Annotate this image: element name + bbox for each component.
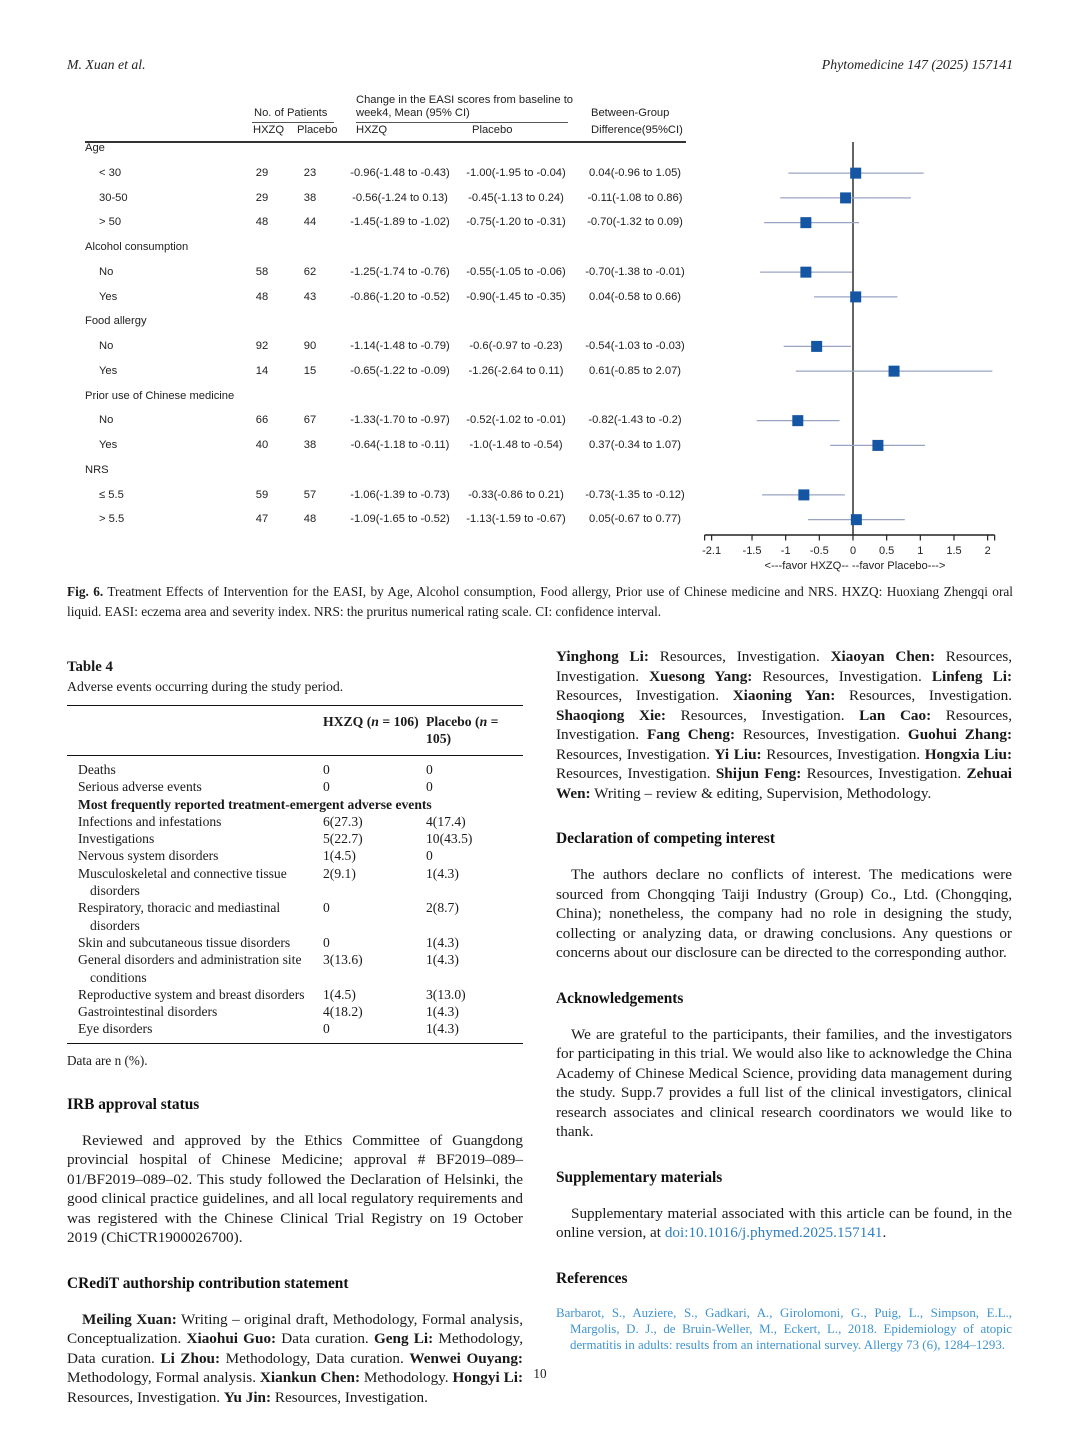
- fig-cell-hxzq_n: 40: [255, 439, 269, 451]
- table4-hxzq-value: 0: [323, 1021, 330, 1037]
- table4-placebo-value: 4(17.4): [426, 813, 466, 829]
- fig-cell-hxzq_change: -0.56(-1.24 to 0.13): [352, 191, 448, 204]
- tick-label: 1: [917, 545, 924, 557]
- table4-placebo-value: 0: [426, 779, 433, 795]
- page-number: 10: [533, 1366, 547, 1381]
- table4-placebo-value: 0: [426, 762, 433, 777]
- fig-cell-diff_text: -0.82(-1.43 to -0.2): [588, 414, 682, 427]
- fig-row-label: < 30: [99, 166, 122, 179]
- fig-cell-placebo_n: 38: [303, 191, 317, 204]
- axis-label: <---favor HXZQ-- --favor Placebo--->: [764, 560, 946, 572]
- table-row: [67, 1003, 523, 1020]
- reference-entry[interactable]: Barbarot, S., Auziere, S., Gadkari, A., Girolomoni, G., Puig, L., Simpson, E.L., Margolis, D. J., de Bruin-Weller, M., Eckert, L., 2018. Epidemiology of atopic dermatitis in adults: results from an international survey. Allergy 73 (6), 1284–1293.: [556, 1305, 1012, 1352]
- fig-cell-diff_text: -0.11(-1.08 to 0.86): [587, 191, 683, 204]
- fig-row-label: > 50: [99, 216, 122, 229]
- table4-hxzq-value: 6(27.3): [323, 813, 363, 829]
- fig-cell-hxzq_change: -0.86(-1.20 to -0.52): [350, 290, 450, 303]
- fig-cell-hxzq_change: -1.09(-1.65 to -0.52): [350, 513, 450, 526]
- table4-row-label: Nervous system disorders: [78, 848, 219, 864]
- table4-hxzq-value: 0: [323, 934, 330, 950]
- forest-marker: [889, 366, 900, 377]
- heading-irb: IRB approval status: [67, 1095, 200, 1113]
- forest-marker: [798, 489, 809, 500]
- table4-row-label: Eye disorders: [78, 1021, 153, 1037]
- header-journal: Phytomedicine 147 (2025) 157141: [821, 57, 1013, 72]
- tick-label: 0.5: [879, 545, 895, 557]
- fig-cell-placebo_n: 48: [303, 513, 317, 526]
- fig-row-label: No: [99, 340, 114, 352]
- fig-cell-placebo_change: -1.00(-1.95 to -0.04): [466, 166, 566, 179]
- fig-cell-hxzq_change: -0.65(-1.22 to -0.09): [350, 364, 450, 377]
- fig-row-label: No: [99, 414, 114, 427]
- table4-placebo-value: 10(43.5): [426, 831, 473, 847]
- table4-hxzq-value: 3(13.6): [323, 952, 363, 968]
- paragraph-supplementary: Supplementary material associated with this article can be found, in the online version, at doi:10.1016/j.phymed.2025.157141.: [556, 1204, 1012, 1241]
- fig-cell-placebo_change: -1.26(-2.64 to 0.11): [468, 364, 564, 377]
- table4-caption: Adverse events occurring during the study period.: [67, 679, 344, 694]
- table4-header-hxzq: HXZQ (n = 106): [323, 714, 419, 729]
- table4-section-label: Most frequently reported treatment-emergent adverse events: [78, 796, 432, 812]
- fig-cell-diff_text: 0.61(-0.85 to 2.07): [588, 364, 682, 377]
- fig-cell-hxzq_n: 48: [255, 216, 269, 229]
- fig-row-label: Yes: [99, 364, 118, 377]
- table4-hxzq-value: 1(4.5): [323, 848, 356, 864]
- left-column: [67, 645, 523, 1407]
- fig-cell-hxzq_n: 29: [255, 166, 269, 179]
- table4-row-label: Skin and subcutaneous tissue disorders: [78, 934, 291, 950]
- table4-hxzq-value: 5(22.7): [323, 831, 363, 847]
- fig-col-diff-line2: Difference(95%CI): [591, 124, 683, 136]
- tick-label: -2.1: [702, 545, 722, 557]
- table4-row-label: Musculoskeletal and connective tissue disorders: [78, 865, 287, 899]
- fig-cell-diff_text: -0.70(-1.32 to 0.09): [587, 216, 683, 229]
- header-authors: M. Xuan et al.: [67, 57, 146, 72]
- table4-row-label: Gastrointestinal disorders: [78, 1004, 218, 1020]
- heading-references: References: [556, 1269, 628, 1287]
- table-row: [67, 865, 523, 900]
- fig-cell-hxzq_n: 47: [255, 513, 269, 526]
- fig-row-label: Yes: [99, 290, 118, 303]
- table-row: [67, 951, 523, 986]
- figure-caption-text: Treatment Effects of Intervention for the EASI, by Age, Alcohol consumption, Food allergy, Prior use of Chinese medicine and NRS. HXZQ: Huoxiang Zhengqi oral liquid. EASI: eczema area and severity index. NRS: the pruritus numerical rating scale. CI: confidence interval.: [67, 584, 1013, 619]
- fig-cell-placebo_change: -0.55(-1.05 to -0.06): [466, 265, 566, 278]
- fig-cell-placebo_change: -0.33(-0.86 to 0.21): [468, 488, 564, 501]
- fig-cell-hxzq_n: 29: [255, 191, 269, 204]
- table4-placebo-value: 1(4.3): [426, 1004, 459, 1020]
- table-row: [67, 899, 523, 934]
- forest-marker: [840, 192, 851, 203]
- fig-cell-diff_text: 0.37(-0.34 to 1.07): [588, 439, 682, 451]
- forest-plot: [690, 136, 1020, 581]
- table4-placebo-value: 0: [426, 848, 433, 864]
- fig-subcol-hxzq-n: HXZQ: [253, 124, 285, 136]
- table4-row-label: Investigations: [78, 831, 155, 847]
- table4-placebo-value: 1(4.3): [426, 952, 459, 968]
- figure-caption-label: Fig. 6.: [67, 584, 104, 599]
- table4-row-label: Serious adverse events: [78, 779, 202, 795]
- table4-hxzq-value: 0: [323, 779, 330, 795]
- table4-hxzq-value: 2(9.1): [323, 865, 356, 881]
- figure-caption: [67, 582, 1013, 621]
- paragraph-declaration: The authors declare no conflicts of interest. The medications were sourced from Chongqing Taiji Industry (Group) Co., Ltd. (Chongqing, China); nonetheless, the company had no role in designing the study, collecting or analyzing data, or drawing conclusions. Any questions or concerns about our disclosure can be directed to the corresponding author.: [556, 866, 1012, 961]
- forest-marker: [792, 415, 803, 426]
- table-row: [67, 934, 523, 951]
- fig-cell-placebo_change: -1.0(-1.48 to -0.54): [469, 439, 563, 451]
- fig-cell-hxzq_n: 58: [255, 265, 269, 278]
- heading-supplementary: Supplementary materials: [556, 1168, 723, 1186]
- fig-col-change-line1: Change in the EASI scores from baseline to: [356, 94, 574, 106]
- table4-row-label: Respiratory, thoracic and mediastinal disorders: [78, 900, 281, 933]
- fig-cell-hxzq_n: 59: [255, 488, 269, 501]
- fig-cell-placebo_n: 38: [303, 439, 317, 451]
- fig-cell-hxzq_change: -1.25(-1.74 to -0.76): [350, 265, 450, 278]
- table-row: [67, 813, 523, 830]
- tick-label: -0.5: [809, 545, 829, 557]
- table4: [67, 705, 523, 1044]
- fig-cell-diff_text: -0.70(-1.38 to -0.01): [585, 265, 685, 278]
- fig-cell-placebo_n: 23: [303, 166, 317, 179]
- fig-cell-placebo_change: -0.45(-1.13 to 0.24): [468, 191, 564, 204]
- doi-link[interactable]: doi:10.1016/j.phymed.2025.157141: [664, 1224, 883, 1241]
- fig-cell-diff_text: 0.05(-0.67 to 0.77): [588, 513, 682, 526]
- table-row: [67, 796, 523, 813]
- fig-cell-placebo_change: -1.13(-1.59 to -0.67): [466, 513, 566, 526]
- table4-header-placebo: Placebo (n = 105): [426, 714, 499, 746]
- fig-cell-placebo_n: 43: [303, 290, 317, 303]
- tick-label: -1.5: [742, 545, 762, 557]
- fig-cell-placebo_n: 44: [303, 216, 317, 229]
- tick-label: 1.5: [946, 545, 962, 557]
- fig-subcol-placebo-change: Placebo: [472, 124, 513, 136]
- fig-group-label: Age: [85, 142, 105, 154]
- table4-placebo-value: 1(4.3): [426, 1021, 459, 1037]
- table4-row-label: Infections and infestations: [78, 813, 222, 829]
- fig-cell-placebo_n: 90: [303, 340, 317, 352]
- fig-cell-hxzq_n: 92: [255, 340, 269, 352]
- table4-row-label: General disorders and administration site conditions: [78, 952, 302, 985]
- fig-row-label: No: [99, 265, 114, 278]
- fig-cell-diff_text: 0.04(-0.58 to 0.66): [588, 290, 682, 303]
- fig-cell-hxzq_n: 14: [255, 364, 269, 377]
- fig-row-label: Yes: [99, 439, 118, 451]
- table4-hxzq-value: 4(18.2): [323, 1004, 363, 1020]
- heading-acknowledgements: Acknowledgements: [556, 989, 684, 1007]
- table4-hxzq-value: 0: [323, 900, 330, 916]
- fig-cell-placebo_change: -0.90(-1.45 to -0.35): [466, 290, 566, 303]
- table4-header-row: [67, 706, 523, 756]
- fig-col-patients: No. of Patients: [254, 107, 328, 119]
- fig-group-label: NRS: [85, 463, 109, 476]
- fig-header-rule: [85, 141, 686, 143]
- forest-marker: [872, 440, 883, 451]
- forest-marker: [850, 168, 861, 179]
- tick-label: 2: [984, 545, 991, 557]
- fig-underline-change: [356, 122, 568, 123]
- table-row: [67, 847, 523, 864]
- forest-marker: [850, 291, 861, 302]
- fig-cell-hxzq_change: -1.06(-1.39 to -0.73): [350, 488, 450, 501]
- fig-cell-hxzq_change: -0.64(-1.18 to -0.11): [350, 439, 450, 451]
- fig-col-change-line2: week4, Mean (95% CI): [356, 107, 470, 119]
- table4-header-empty: [67, 706, 323, 756]
- fig-cell-placebo_change: -0.6(-0.97 to -0.23): [469, 340, 563, 352]
- paragraph-credit: Meiling Xuan: Writing – original draft, Methodology, Formal analysis, Conceptualization. Xiaohui Guo: Data curation. Geng Li: Methodology, Data curation. Li Zhou: Methodology, Data curation. Wenwei Ouyang: Methodology, Formal analysis. Xiankun Chen: Methodology. Hongyi Li: Resources, Investigation. Yu Jin: Resources, Investigation.: [67, 1310, 524, 1406]
- fig-group-label: Prior use of Chinese medicine: [85, 389, 235, 402]
- table-row: [67, 986, 523, 1003]
- tick-label: -1: [780, 545, 791, 557]
- fig-cell-placebo_change: -0.75(-1.20 to -0.31): [466, 216, 566, 229]
- table4-footnote: Data are n (%).: [67, 1052, 148, 1068]
- heading-credit: CRediT authorship contribution statement: [67, 1274, 349, 1292]
- fig-row-label: > 5.5: [99, 513, 125, 526]
- fig-row-label: 30-50: [99, 191, 128, 204]
- forest-marker: [851, 514, 862, 525]
- tick-label: 0: [849, 545, 857, 557]
- fig-cell-diff_text: -0.73(-1.35 to -0.12): [585, 488, 685, 501]
- table4-hxzq-value: 1(4.5): [323, 986, 356, 1002]
- fig-cell-hxzq_change: -1.33(-1.70 to -0.97): [350, 414, 450, 427]
- fig-cell-placebo_n: 67: [303, 414, 317, 427]
- table-row: [67, 756, 523, 779]
- fig-cell-hxzq_n: 48: [255, 290, 269, 303]
- table4-row-label: Reproductive system and breast disorders: [78, 986, 305, 1002]
- fig-cell-placebo_n: 15: [303, 364, 317, 377]
- fig-group-label: Food allergy: [85, 315, 147, 328]
- fig-col-diff-line1: Between-Group: [591, 107, 670, 119]
- fig-cell-placebo_n: 57: [303, 488, 317, 501]
- heading-declaration: Declaration of competing interest: [556, 830, 775, 847]
- figure-6: [0, 0, 1080, 580]
- table4-title: Table 4: [67, 659, 113, 675]
- table4-placebo-value: 1(4.3): [426, 934, 459, 950]
- fig-cell-hxzq_n: 66: [255, 414, 269, 427]
- table4-row-label: Deaths: [78, 762, 116, 777]
- table-4-block: [67, 659, 523, 1069]
- fig-cell-diff_text: 0.04(-0.96 to 1.05): [588, 166, 682, 179]
- table-row: [67, 778, 523, 795]
- fig-subcol-placebo-n: Placebo: [297, 124, 338, 136]
- table4-hxzq-value: 0: [323, 762, 330, 777]
- fig-cell-placebo_change: -0.52(-1.02 to -0.01): [466, 414, 566, 427]
- fig-underline-patients: [252, 122, 334, 123]
- fig-cell-diff_text: -0.54(-1.03 to -0.03): [585, 340, 685, 352]
- fig-cell-hxzq_change: -1.45(-1.89 to -1.02): [350, 216, 450, 229]
- two-column-body: [67, 645, 1013, 1407]
- table4-placebo-value: 3(13.0): [426, 986, 466, 1002]
- table4-placebo-value: 2(8.7): [426, 900, 459, 916]
- fig-cell-placebo_n: 62: [303, 265, 317, 278]
- paragraph-irb: Reviewed and approved by the Ethics Committee of Guangdong provincial hospital of Chinese Medicine; approval # BF2019–089–01/BF2019–089–02. This study followed the Declaration of Helsinki, the good clinical practice guidelines, and all local regulatory requirements and was registered with the Chinese Clinical Trial Registry on 19 October 2019 (ChiCTR1900026700).: [67, 1131, 523, 1247]
- right-column: [556, 645, 1012, 1407]
- paragraph-acknowledgements: We are grateful to the participants, their families, and the investigators for participating in this trial. We would also like to acknowledge the China Academy of Chinese Medical Science, providing data management during the study. Supp.7 provides a full list of the clinical investigators, clinical research associates and clinical research coordinators we would like to thank.: [556, 1025, 1012, 1140]
- fig-row-label: ≤ 5.5: [99, 488, 124, 501]
- table-row: [67, 830, 523, 847]
- fig-group-label: Alcohol consumption: [85, 241, 189, 253]
- forest-marker: [800, 267, 811, 278]
- paragraph-credit-continued: Yinghong Li: Resources, Investigation. Xiaoyan Chen: Resources, Investigation. Xuesong Yang: Resources, Investigation. Linfeng Li: Resources, Investigation. Xiaoning Yan: Resources, Investigation. Shaoqiong Xie: Resources, Investigation. Lan Cao: Resources, Investigation. Fang Cheng: Resources, Investigation. Guohui Zhang: Resources, Investigation. Yi Liu: Resources, Investigation. Hongxia Liu: Resources, Investigation. Shijun Feng: Resources, Investigation. Zehuai Wen: Writing – review & editing, Supervision, Methodology.: [556, 648, 1013, 802]
- forest-marker: [811, 341, 822, 352]
- fig-cell-hxzq_change: -0.96(-1.48 to -0.43): [350, 166, 450, 179]
- table4-placebo-value: 1(4.3): [426, 865, 459, 881]
- fig-cell-hxzq_change: -1.14(-1.48 to -0.79): [350, 340, 450, 352]
- table-row: [67, 1020, 523, 1043]
- forest-marker: [800, 217, 811, 228]
- fig-subcol-hxzq-change: HXZQ: [356, 124, 388, 136]
